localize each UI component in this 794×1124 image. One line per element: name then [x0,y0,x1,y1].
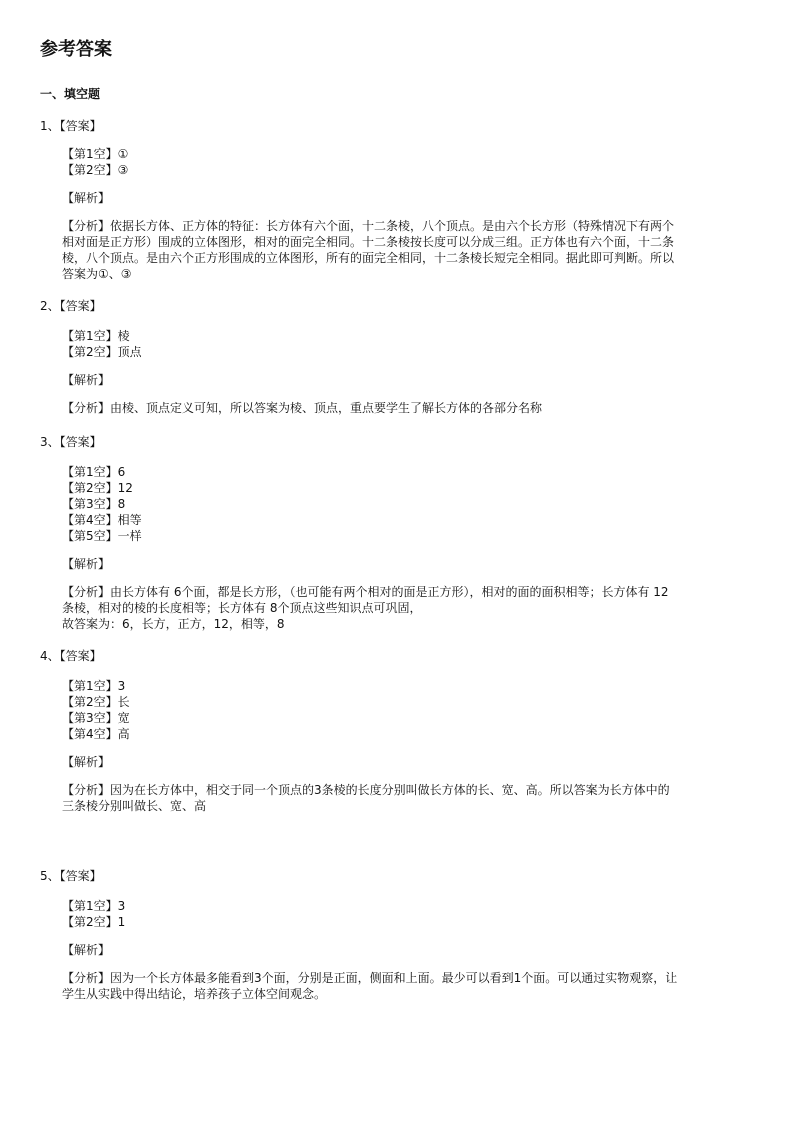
blank-answer-list [62,328,142,360]
analysis-text [62,782,722,814]
blank-answer: 【第3空】宽 [62,711,130,725]
analysis-heading: 【解析】 [62,943,111,957]
analysis-text [62,970,722,1002]
analysis-line: 学生从实践中得出结论，培养孩子立体空间观念。 [62,987,327,1001]
analysis-line: 故答案为：6，长方，正方，12，相等，8 [62,617,285,631]
blank-answer-list [62,146,128,178]
analysis-heading: 【解析】 [62,755,111,769]
question-answer-heading: 5、【答案】 [40,869,102,883]
blank-answer: 【第1空】3 [62,899,126,913]
blank-answer-list [62,898,125,930]
analysis-line: 【分析】因为在长方体中，相交于同一个顶点的3条棱的长度分别叫做长方体的长、宽、高。所以答案为长方体中的 [62,783,670,797]
page-title: 参考答案 [40,39,112,60]
blank-answer-list [62,464,142,544]
blank-answer: 【第2空】12 [62,481,133,495]
blank-answer: 【第4空】高 [62,727,130,741]
analysis-text [62,584,722,632]
blank-answer: 【第2空】③ [62,163,129,177]
question-answer-heading: 1、【答案】 [40,119,102,133]
analysis-line: 条棱，相对的棱的长度相等；长方体有 8个顶点这些知识点可巩固， [62,601,422,615]
analysis-line: 【分析】因为一个长方体最多能看到3个面，分别是正面，侧面和上面。最少可以看到1个面。可以通过实物观察，让 [62,971,678,985]
blank-answer: 【第2空】长 [62,695,130,709]
analysis-line: 相对面是正方形）围成的立体图形，相对的面完全相同。十二条棱按长度可以分成三组。正方体也有六个面，十二条 [62,235,675,249]
blank-answer: 【第1空】6 [62,465,126,479]
question-answer-heading: 3、【答案】 [40,435,102,449]
analysis-line: 【分析】由棱、顶点定义可知，所以答案为棱、顶点，重点要学生了解长方体的各部分名称 [62,401,543,415]
analysis-line: 【分析】由长方体有 6个面，都是长方形，（也可能有两个相对的面是正方形），相对的面的面积相等；长方体有 12 [62,585,669,599]
blank-answer: 【第3空】8 [62,497,126,511]
analysis-heading: 【解析】 [62,557,111,571]
blank-answer-list [62,678,130,742]
section-title: 一、填空题 [40,87,101,101]
analysis-text [62,218,722,282]
blank-answer: 【第2空】1 [62,915,126,929]
question-answer-heading: 2、【答案】 [40,299,102,313]
analysis-line: 三条棱分别叫做长、宽、高 [62,799,207,813]
question-answer-heading: 4、【答案】 [40,649,102,663]
analysis-line: 棱，八个顶点。是由六个正方形围成的立体图形，所有的面完全相同，十二条棱长短完全相同。据此即可判断。所以 [62,251,675,265]
blank-answer: 【第1空】① [62,147,129,161]
blank-answer: 【第1空】棱 [62,329,130,343]
blank-answer: 【第2空】顶点 [62,345,142,359]
analysis-line: 答案为①、③ [62,267,132,281]
analysis-heading: 【解析】 [62,191,111,205]
analysis-line: 【分析】依据长方体、正方体的特征：长方体有六个面，十二条棱，八个顶点。是由六个长方形（特殊情况下有两个 [62,219,675,233]
blank-answer: 【第5空】一样 [62,529,142,543]
blank-answer: 【第1空】3 [62,679,126,693]
analysis-text [62,400,722,416]
blank-answer: 【第4空】相等 [62,513,142,527]
analysis-heading: 【解析】 [62,373,111,387]
